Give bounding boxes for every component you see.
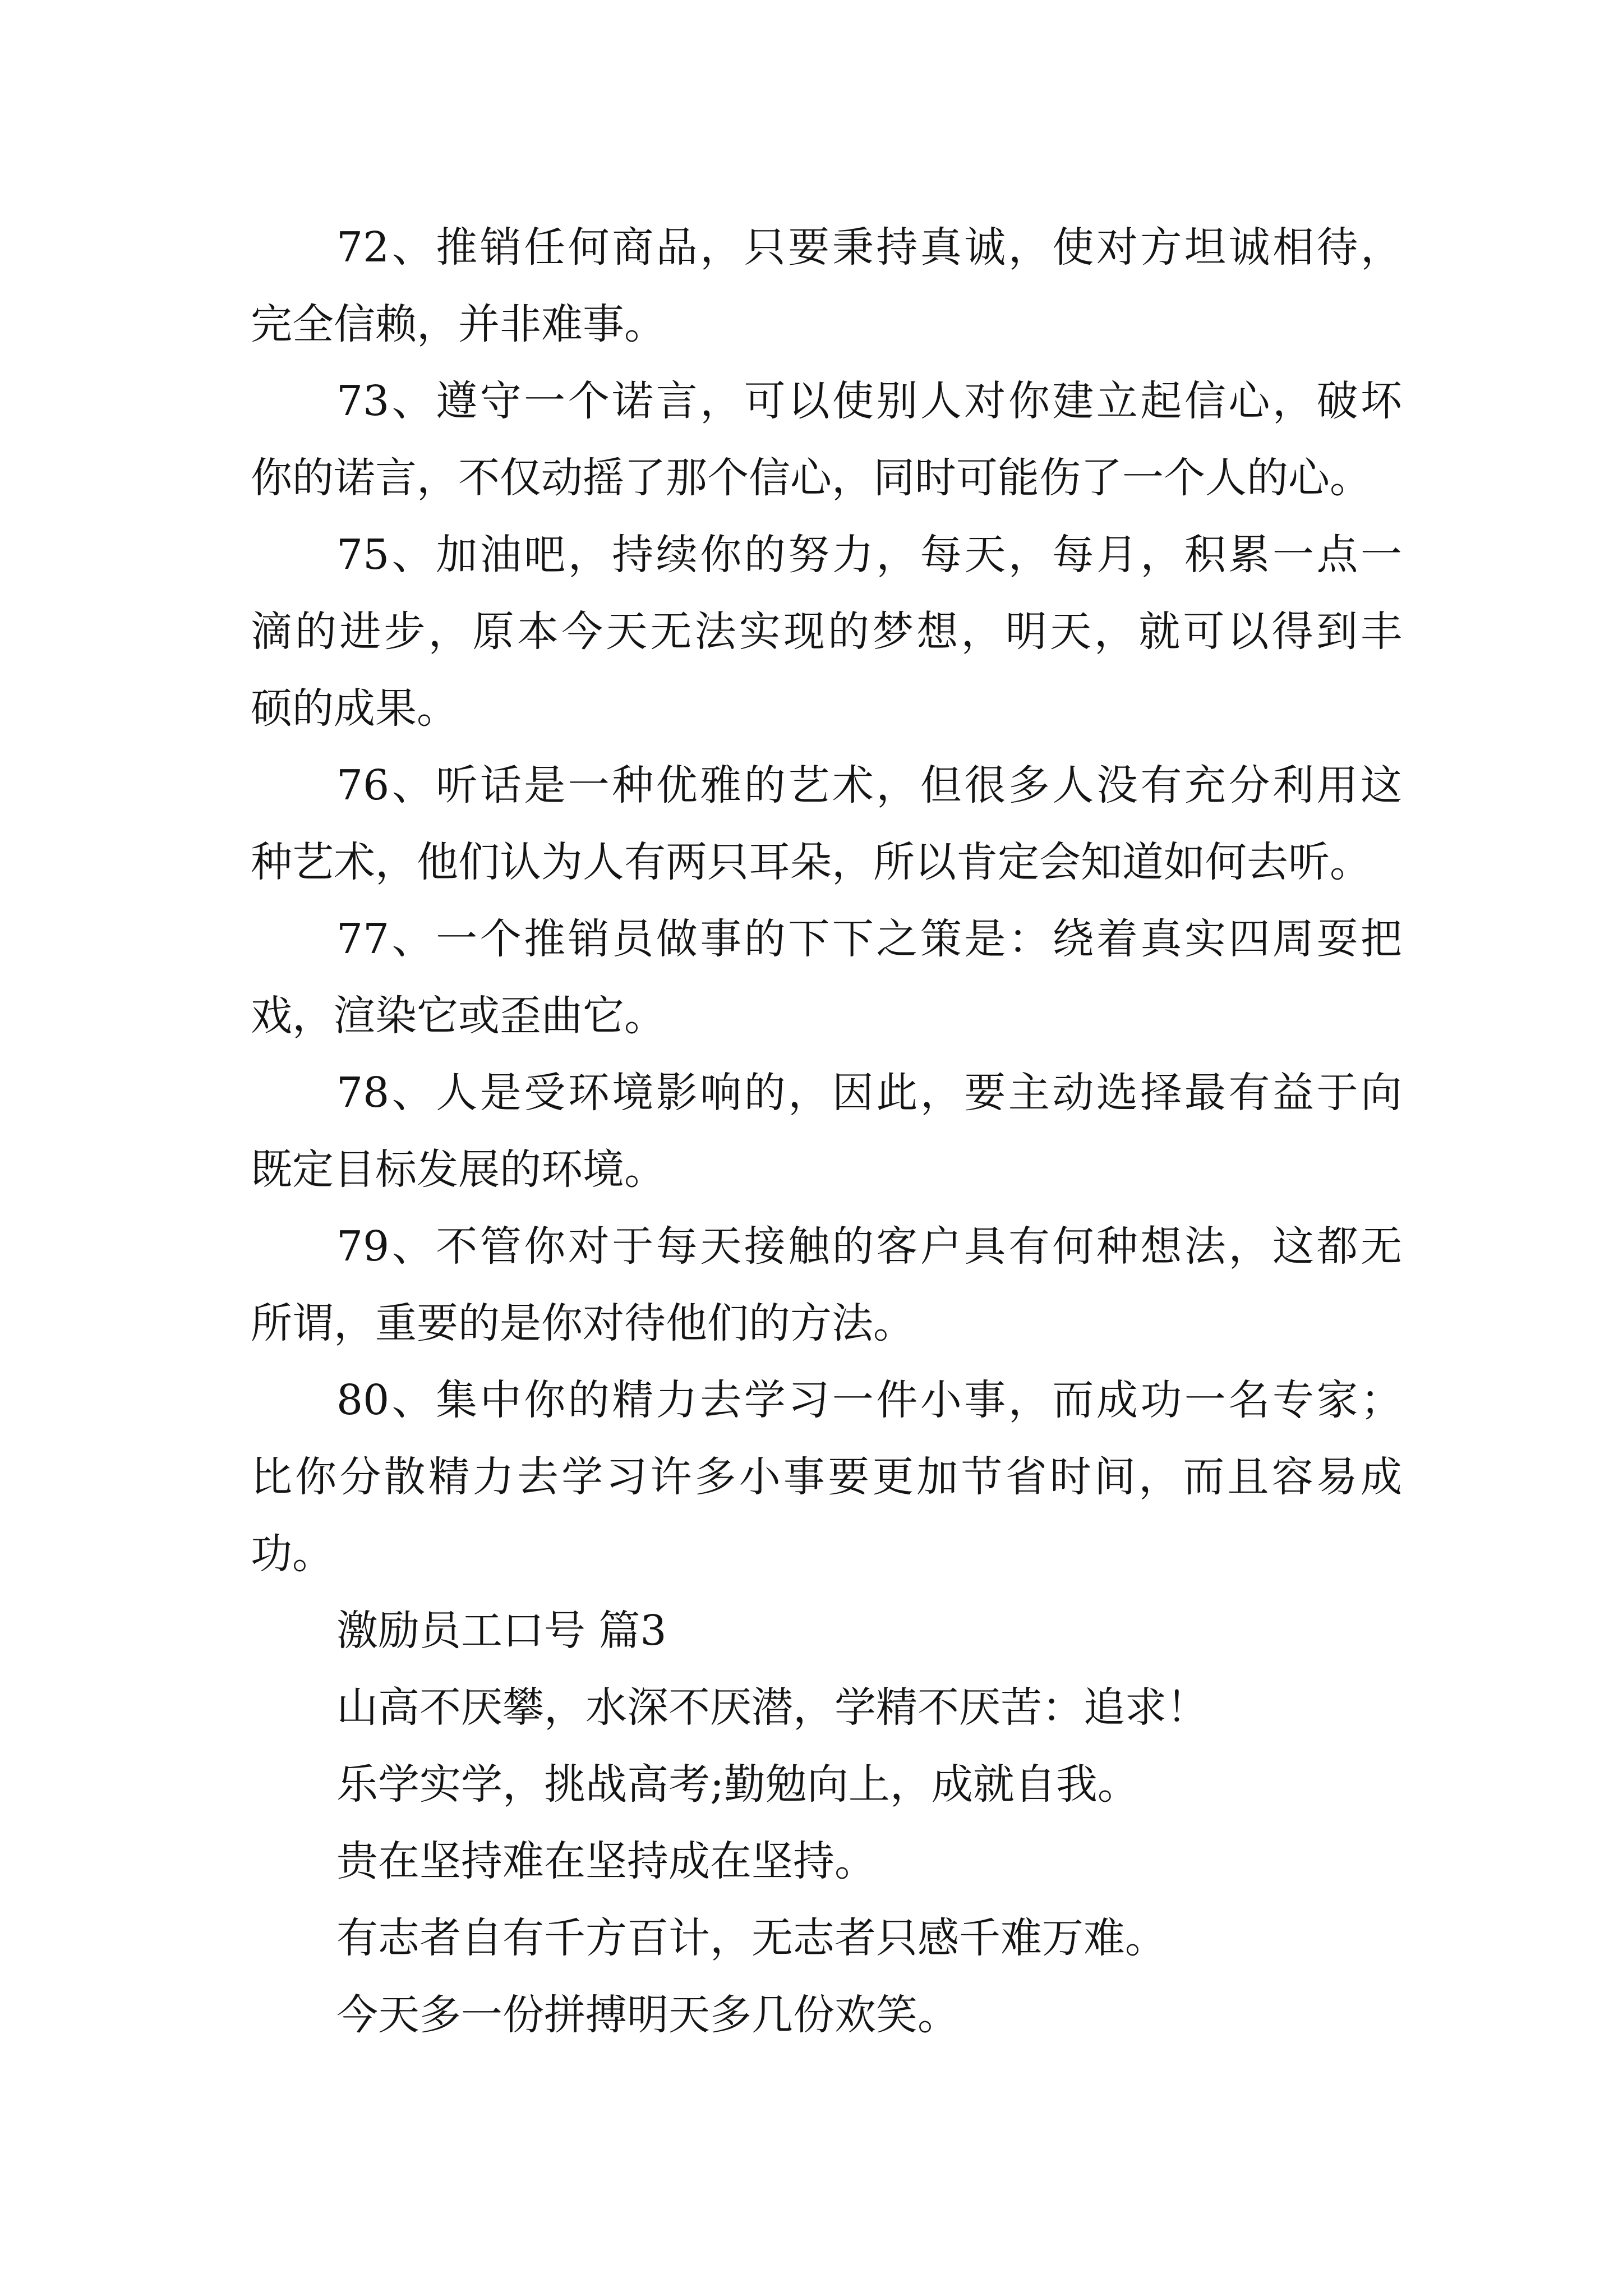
slogan-list bbox=[251, 1669, 1402, 2054]
text-line: 完全信赖，并非难事。 bbox=[251, 300, 666, 348]
slogan-line: 有志者自有千方百计，无志者只感千难万难。 bbox=[336, 1914, 1166, 1962]
quote-paragraph bbox=[251, 517, 1402, 747]
text-line: 种艺术，他们认为人有两只耳朵，所以肯定会知道如何去听。 bbox=[251, 838, 1371, 886]
quote-paragraph bbox=[251, 1362, 1402, 1593]
quote-paragraph bbox=[251, 1208, 1402, 1362]
slogan-line: 山高不厌攀，水深不厌潜，学精不厌苦：追求！ bbox=[336, 1683, 1208, 1732]
text-line: 79、不管你对于每天接触的客户具有何种想法，这都无 bbox=[336, 1222, 1402, 1271]
text-line: 滴的进步，原本今天无法实现的梦想，明天，就可以得到丰 bbox=[251, 608, 1402, 656]
text-line: 80、集中你的精力去学习一件小事，而成功一名专家； bbox=[336, 1376, 1402, 1424]
text-line: 72、推销任何商品，只要秉持真诚，使对方坦诚相待， bbox=[336, 223, 1402, 272]
text-line: 78、人是受环境影响的，因此，要主动选择最有益于向 bbox=[336, 1069, 1402, 1117]
document-body bbox=[251, 209, 1402, 2054]
quote-paragraph bbox=[251, 363, 1402, 517]
quote-paragraph bbox=[251, 747, 1402, 901]
text-line: 比你分散精力去学习许多小事要更加节省时间，而且容易成 bbox=[251, 1453, 1402, 1501]
slogan-line: 乐学实学，挑战高考;勤勉向上，成就自我。 bbox=[336, 1760, 1139, 1809]
text-line: 75、加油吧，持续你的努力，每天，每月，积累一点一 bbox=[336, 531, 1402, 579]
text-line: 你的诺言，不仅动摇了那个信心，同时可能伤了一个人的心。 bbox=[251, 454, 1371, 502]
text-line: 既定目标发展的环境。 bbox=[251, 1145, 666, 1194]
quote-paragraph bbox=[251, 209, 1402, 363]
text-line: 戏，渲染它或歪曲它。 bbox=[251, 992, 666, 1040]
text-line: 功。 bbox=[251, 1530, 334, 1578]
text-line: 76、听话是一种优雅的艺术，但很多人没有充分利用这 bbox=[336, 761, 1402, 809]
section-heading: 激励员工口号 篇3 bbox=[336, 1607, 667, 1655]
text-line: 硕的成果。 bbox=[251, 684, 458, 733]
text-line: 73、遵守一个诺言，可以使别人对你建立起信心，破坏 bbox=[336, 377, 1402, 425]
quote-paragraph bbox=[251, 901, 1402, 1055]
slogan-line: 今天多一份拼搏明天多几份欢笑。 bbox=[336, 1991, 959, 2039]
text-line: 所谓，重要的是你对待他们的方法。 bbox=[251, 1299, 915, 1347]
text-line: 77、一个推销员做事的下下之策是：绕着真实四周耍把 bbox=[336, 915, 1402, 963]
slogan-line: 贵在坚持难在坚持成在坚持。 bbox=[336, 1837, 876, 1885]
quote-paragraph bbox=[251, 1055, 1402, 1208]
